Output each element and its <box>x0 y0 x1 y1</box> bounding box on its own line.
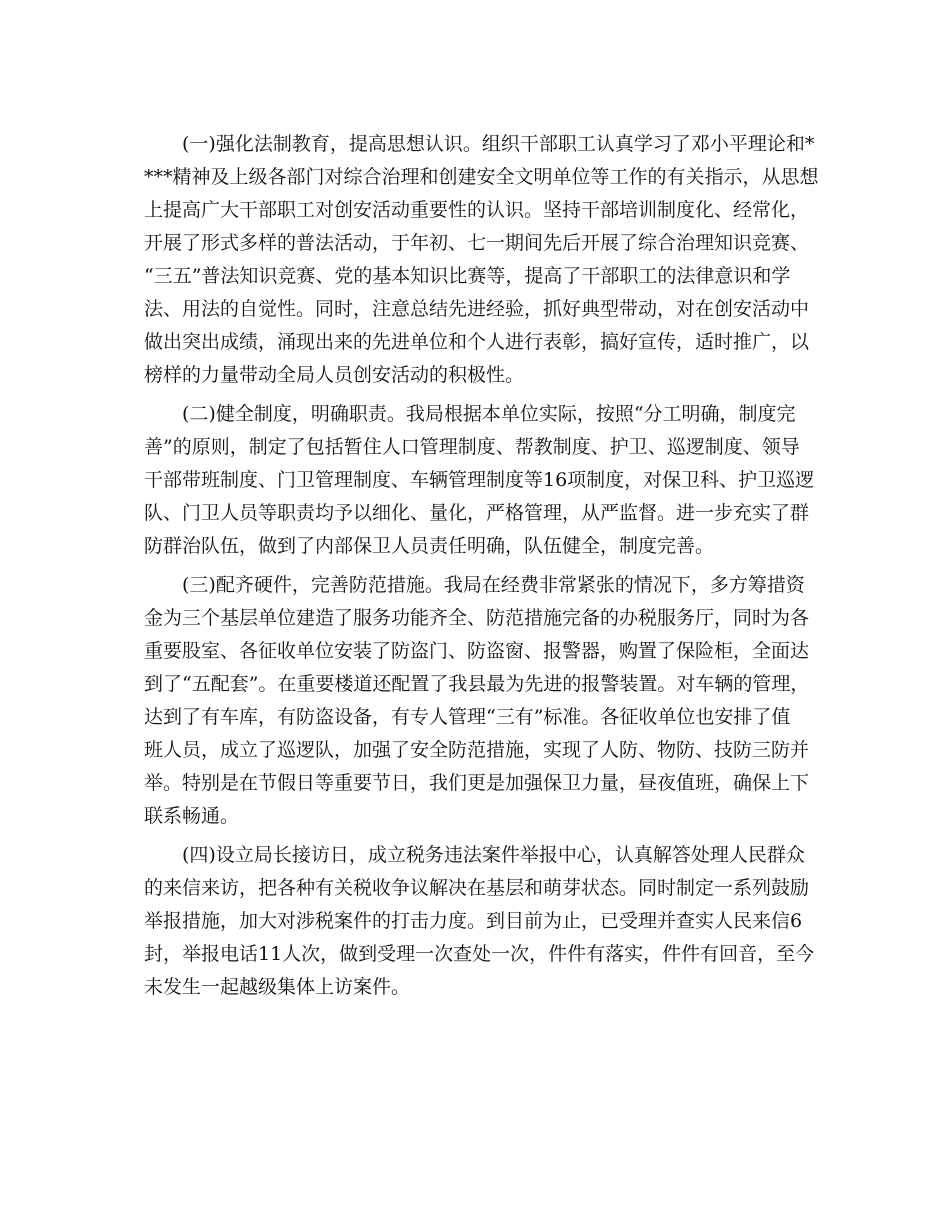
text-line: 上提高广大干部职工对创安活动重要性的认识。坚持干部培训制度化、经常化， <box>144 199 810 221</box>
text-line: 未发生一起越级集体上访案件。 <box>144 976 411 998</box>
text-line: (二)健全制度，明确职责。我局根据本单位实际，按照“分工明确，制度完 <box>182 403 796 425</box>
text-line: 班人员，成立了巡逻队，加强了安全防范措施，实现了人防、物防、技防三防并 <box>144 739 810 761</box>
text-line: ***精神及上级各部门对综合治理和创建安全文明单位等工作的有关指示，从思想 <box>144 166 819 188</box>
text-line: (四)设立局长接访日，成立税务违法案件举报中心，认真解答处理人民群众 <box>182 844 805 866</box>
text-line: 干部带班制度、门卫管理制度、车辆管理制度等16项制度，对保卫科、护卫巡逻 <box>144 469 815 491</box>
text-line: (三)配齐硬件，完善防范措施。我局在经费非常紧张的情况下，多方筹措资 <box>182 574 805 596</box>
paragraph-1 <box>144 128 819 392</box>
text-line: (一)强化法制教育，提高思想认识。组织干部职工认真学习了邓小平理论和* <box>182 133 815 155</box>
text-line: 举报措施，加大对涉税案件的打击力度。到目前为止，已受理并查实人民来信6 <box>144 910 803 932</box>
text-line: 的来信来访，把各种有关税收争议解决在基层和萌芽状态。同时制定一系列鼓励 <box>144 877 810 899</box>
paragraph-3 <box>144 569 808 833</box>
text-line: 重要股室、各征收单位安装了防盗门、防盗窗、报警器，购置了保险柜，全面达 <box>144 640 810 662</box>
text-line: 举。特别是在节假日等重要节日，我们更是加强保卫力量，昼夜值班，确保上下 <box>144 772 810 794</box>
text-line: 金为三个基层单位建造了服务功能齐全、防范措施完备的办税服务厅，同时为各 <box>144 607 810 629</box>
paragraph-4 <box>144 839 815 1004</box>
document-body <box>144 128 819 1010</box>
text-line: 联系畅通。 <box>144 805 240 827</box>
text-line: 榜样的力量带动全局人员创安活动的积极性。 <box>144 364 525 386</box>
text-line: 达到了有车库，有防盗设备，有专人管理“三有”标准。各征收单位也安排了值 <box>144 706 791 728</box>
text-line: 防群治队伍，做到了内部保卫人员责任明确，队伍健全，制度完善。 <box>144 535 715 557</box>
paragraph-2 <box>144 398 815 563</box>
text-line: 善”的原则，制定了包括暂住人口管理制度、帮教制度、护卫、巡逻制度、领导 <box>144 436 800 458</box>
text-line: 到了“五配套”。在重要楼道还配置了我县最为先进的报警装置。对车辆的管理， <box>144 673 810 695</box>
text-line: 做出突出成绩，涌现出来的先进单位和个人进行表彰，搞好宣传，适时推广，以 <box>144 331 810 353</box>
text-line: 封，举报电话11人次，做到受理一次查处一次，件件有落实，件件有回音，至今 <box>144 943 815 965</box>
text-line: 法、用法的自觉性。同时，注意总结先进经验，抓好典型带动，对在创安活动中 <box>144 298 810 320</box>
text-line: “三五”普法知识竞赛、党的基本知识比赛等，提高了干部职工的法律意识和学 <box>144 265 791 287</box>
text-line: 开展了形式多样的普法活动，于年初、七一期间先后开展了综合治理知识竞赛、 <box>144 232 810 254</box>
text-line: 队、门卫人员等职责均予以细化、量化，严格管理，从严监督。进一步充实了群 <box>144 502 810 524</box>
